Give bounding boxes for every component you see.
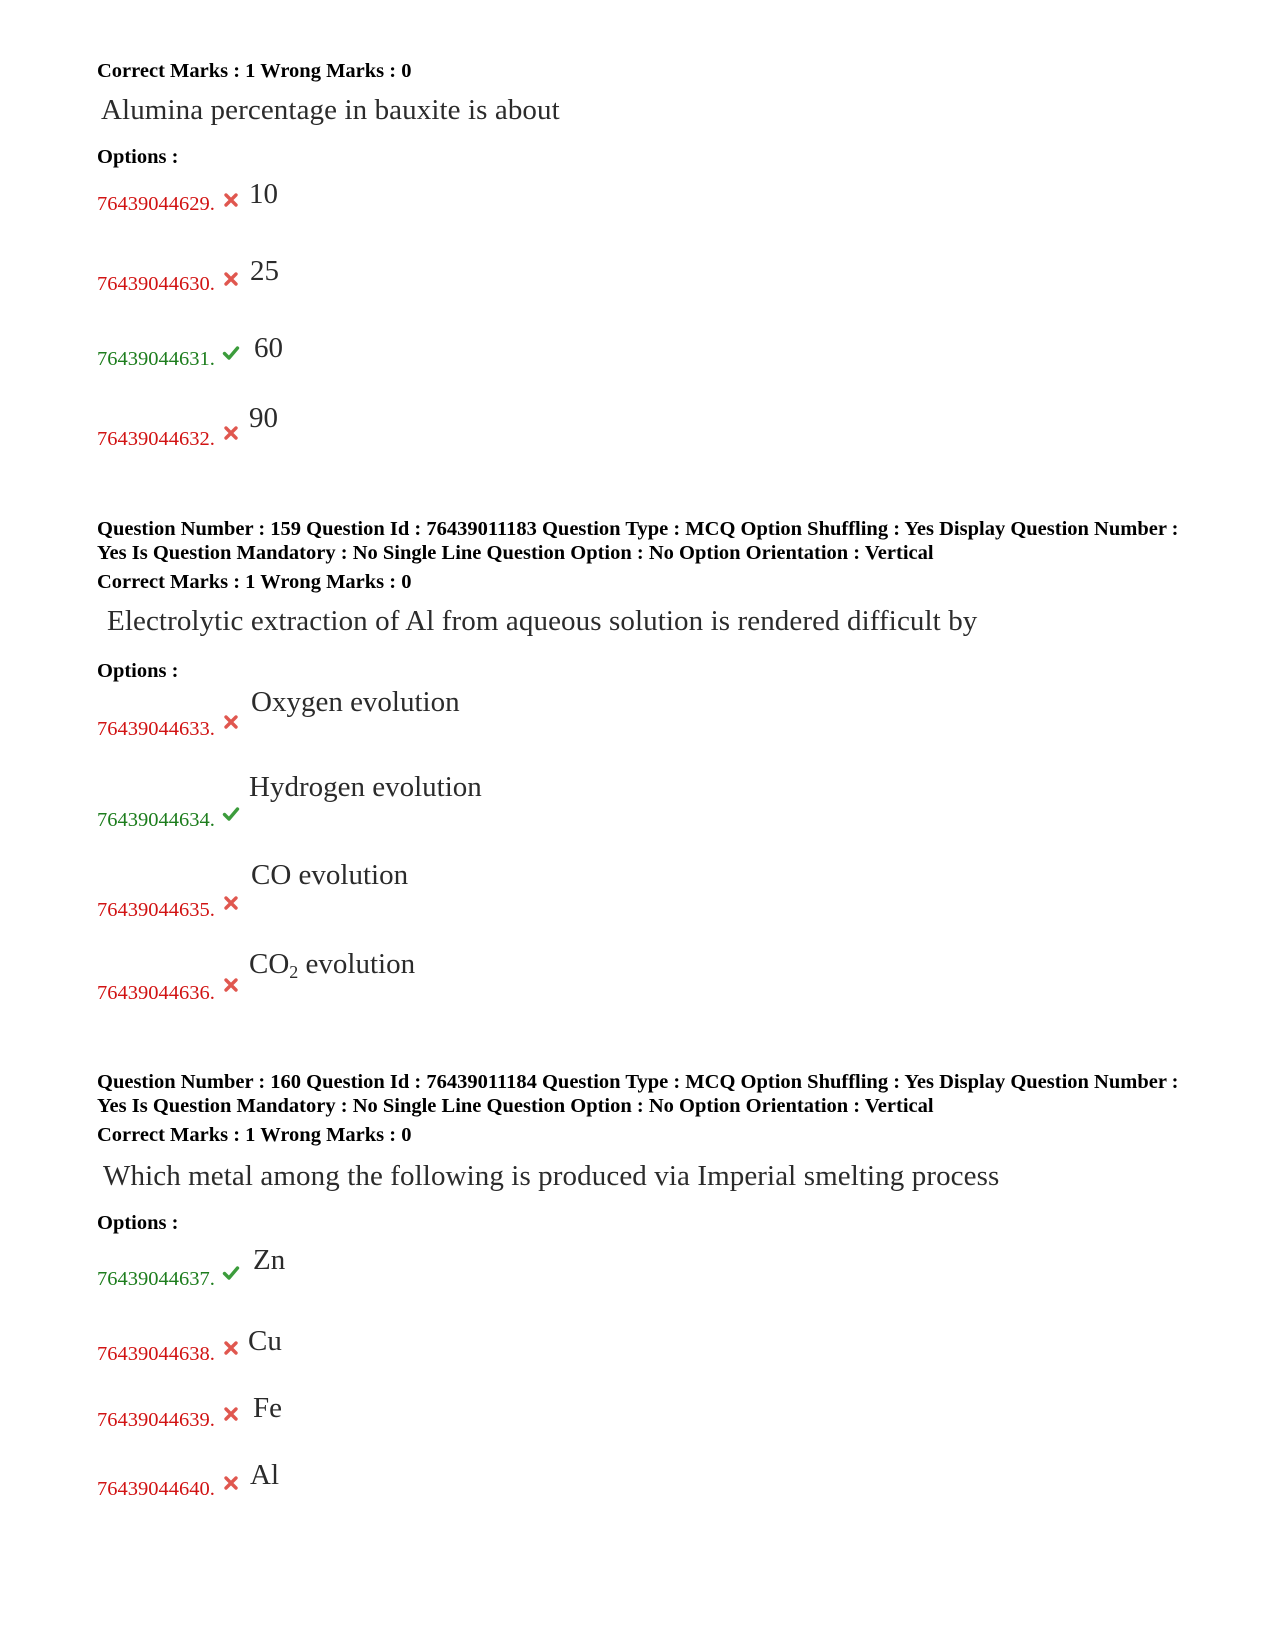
options-label: Options : [97,146,179,168]
option-id: 76439044632. [97,428,215,450]
check-icon [222,344,240,362]
option-id: 76439044636. [97,982,215,1004]
option-text: CO evolution [251,859,409,891]
option-text: Zn [253,1244,286,1276]
option-id: 76439044640. [97,1478,215,1500]
marks-line: Correct Marks : 1 Wrong Marks : 0 [97,1124,412,1146]
marks-line: Correct Marks : 1 Wrong Marks : 0 [97,571,412,593]
cross-icon [222,1474,240,1492]
option-id: 76439044639. [97,1409,215,1431]
option-id: 76439044633. [97,718,215,740]
option-text: Hydrogen evolution [249,771,482,803]
cross-icon [222,1405,240,1423]
option-text: Fe [253,1392,282,1424]
question-meta: Question Number : 159 Question Id : 76439011183 Question Type : MCQ Option Shuffling : Yes Display Question Number : Yes Is Question Mandatory : No Single Line Question Option : No Option Orientation : Vertical [97,518,1179,564]
option-text: 90 [249,402,278,434]
option-text: Al [250,1459,279,1491]
cross-icon [222,894,240,912]
option-id: 76439044634. [97,809,215,831]
question-text: Alumina percentage in bauxite is about [101,94,560,126]
options-label: Options : [97,1212,179,1234]
check-icon [222,1264,240,1282]
question-meta: Question Number : 160 Question Id : 76439011184 Question Type : MCQ Option Shuffling : Yes Display Question Number : Yes Is Question Mandatory : No Single Line Question Option : No Option Orientation : Vertical [97,1071,1179,1117]
cross-icon [222,191,240,209]
option-id: 76439044630. [97,273,215,295]
option-text: Cu [248,1325,282,1357]
option-id: 76439044635. [97,899,215,921]
check-icon [222,805,240,823]
option-text: Oxygen evolution [251,686,460,718]
option-text: 10 [249,178,278,210]
option-id: 76439044631. [97,348,215,370]
cross-icon [222,1339,240,1357]
option-text: 60 [254,332,283,364]
option-text: 25 [250,255,279,287]
option-id: 76439044637. [97,1268,215,1290]
option-text: $CO_2$ evolution [249,948,416,983]
option-id: 76439044638. [97,1343,215,1365]
cross-icon [222,713,240,731]
question-text: Electrolytic extraction of Al from aqueous solution is rendered difficult by [107,605,978,637]
cross-icon [222,976,240,994]
option-id: 76439044629. [97,193,215,215]
cross-icon [222,424,240,442]
question-text: Which metal among the following is produced via Imperial smelting process [103,1160,1000,1192]
marks-line: Correct Marks : 1 Wrong Marks : 0 [97,60,412,82]
cross-icon [222,270,240,288]
options-label: Options : [97,660,179,682]
